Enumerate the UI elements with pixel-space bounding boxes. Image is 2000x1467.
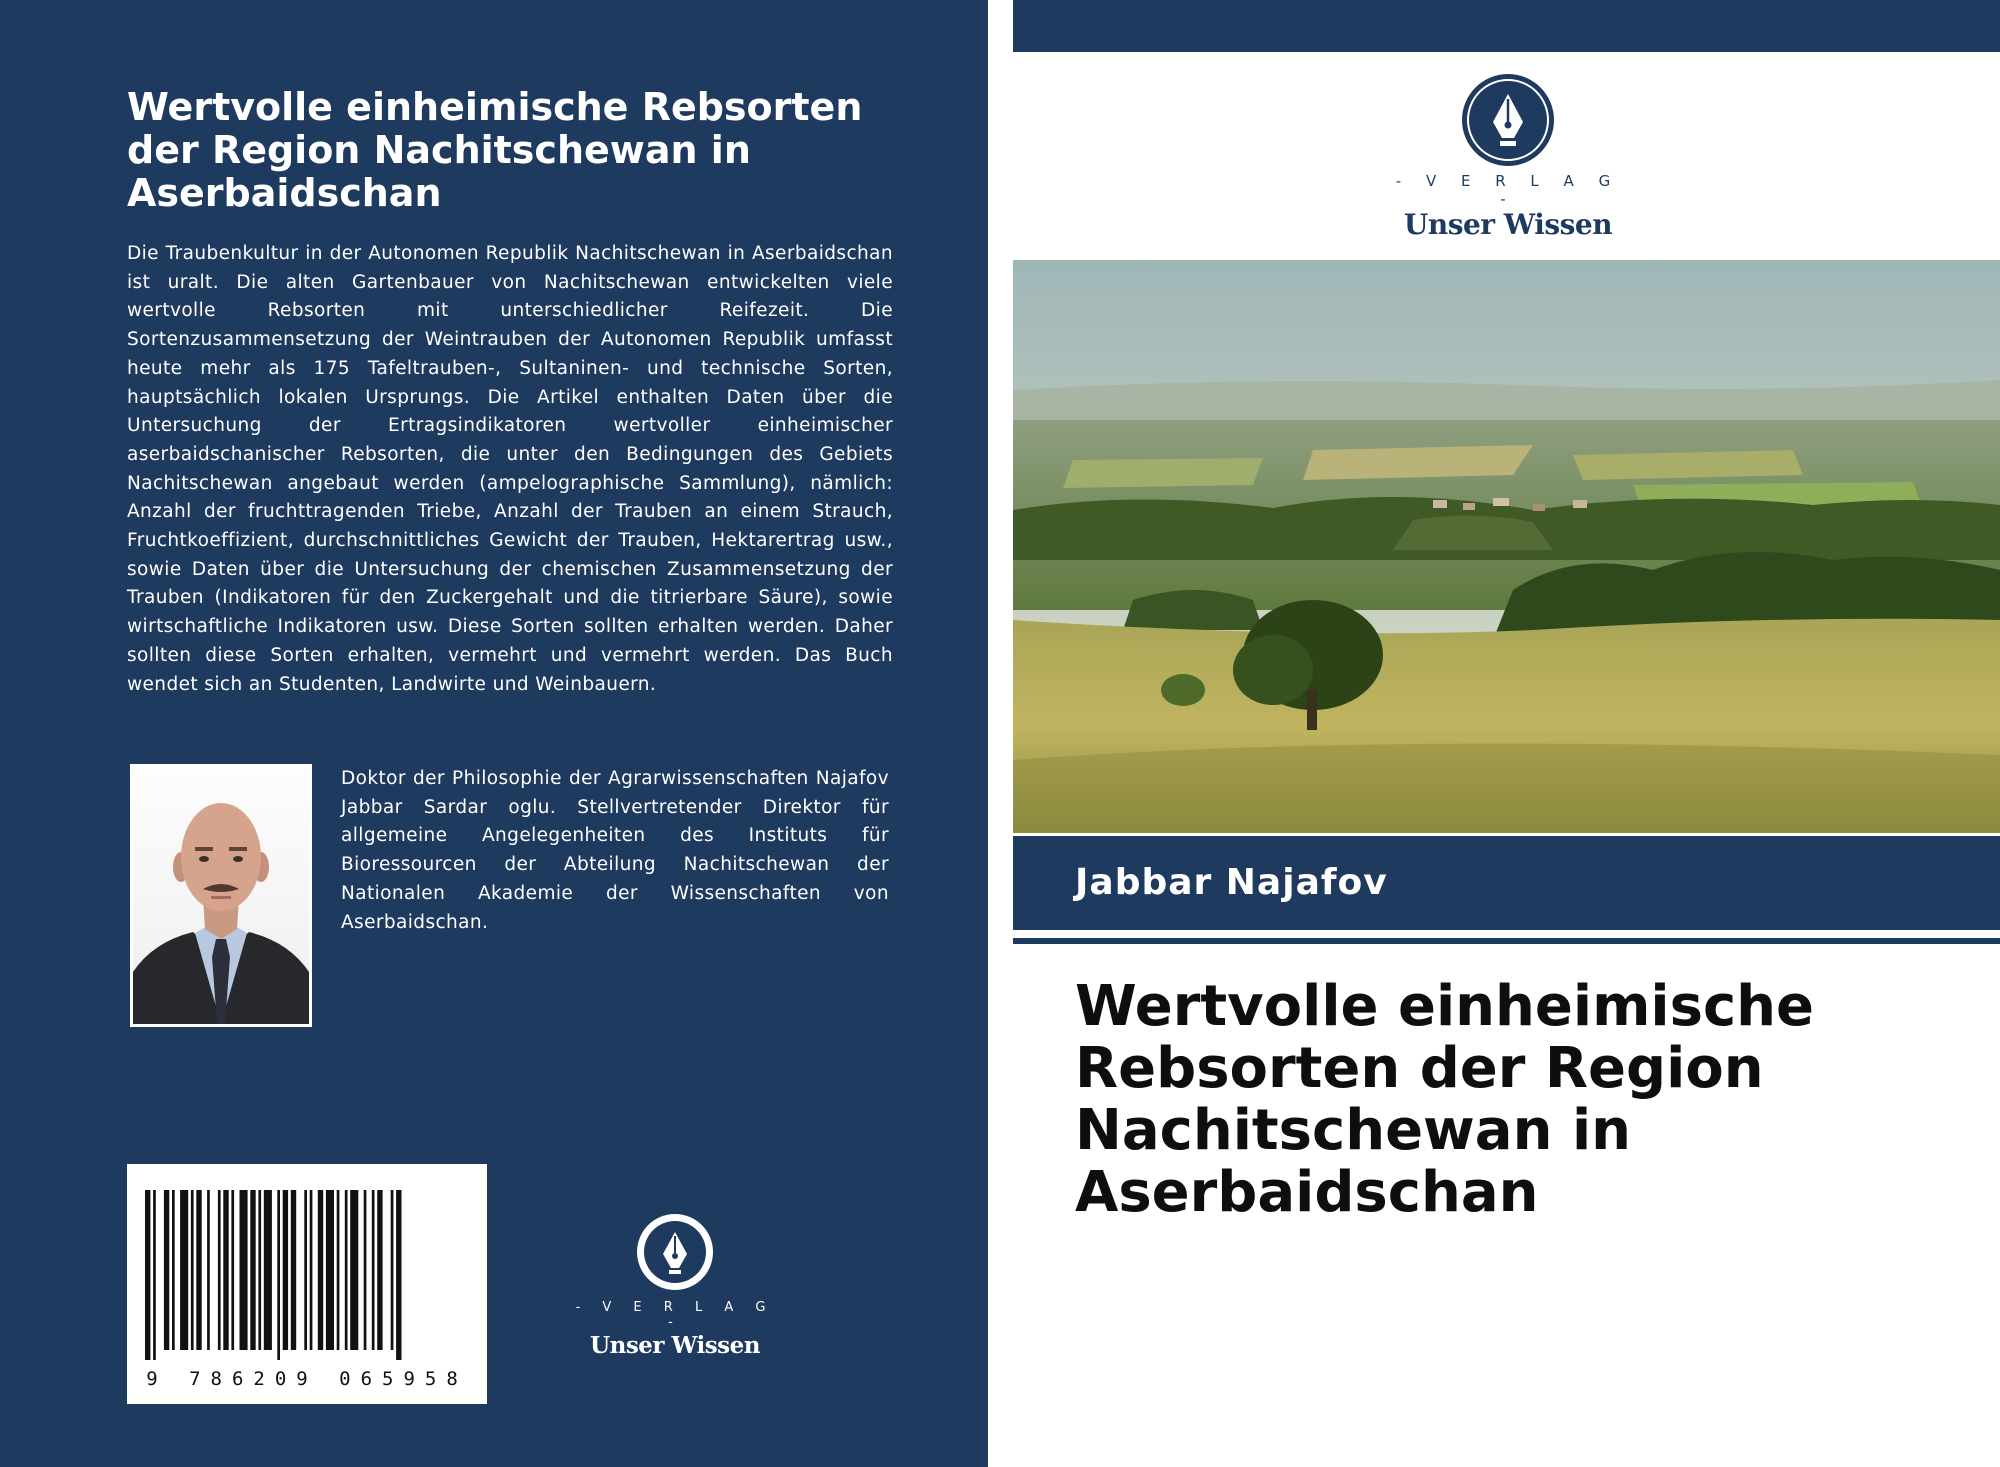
publisher-brand: Unser Wissen: [1403, 208, 1613, 241]
publisher-brand: Unser Wissen: [590, 1332, 760, 1359]
publisher-verlag-label: - V E R L A G -: [1395, 172, 1621, 208]
back-cover: [0, 0, 988, 1467]
publisher-verlag-label: - V E R L A G -: [575, 1300, 775, 1330]
author-bio: Doktor der Philosophie der Agrarwissenschaften Najafov Jabbar Sardar oglu. Stellvertretender Direktor für allgemeine Angelegenheiten des Instituts für Bioressourcen der Abteilung Nachitschewan der Nationalen Akademie der Wissenschaften von Aserbaidschan.: [341, 768, 889, 933]
barcode-bars: [145, 1190, 469, 1360]
author-name: Jabbar Najafov: [1075, 862, 1388, 903]
divider: [1013, 938, 2000, 944]
front-cover: [1013, 0, 2000, 1467]
cover-landscape-photo: [1013, 260, 2000, 833]
front-publisher-logo: [1393, 72, 1623, 241]
isbn-number: 9 786209 065958: [146, 1368, 468, 1390]
author-portrait: [130, 764, 312, 1027]
back-cover-title: Wertvolle einheimische Rebsorten der Region Nachitschewan in Aserbaidschan: [127, 85, 863, 215]
front-cover-title: Wertvolle einheimische Rebsorten der Region Nachitschewan in Aserbaidschan: [1075, 974, 1814, 1225]
back-publisher-logo: [570, 1212, 780, 1359]
front-top-bar: [1013, 0, 2000, 52]
author-band: [1013, 836, 2000, 930]
book-spine: [988, 0, 1013, 1467]
publisher-emblem-icon: [635, 1212, 715, 1292]
book-description: Die Traubenkultur in der Autonomen Republik Nachitschewan in Aserbaidschan ist uralt. Die alten Gartenbauer von Nachitschewan entwickelten viele wertvolle Rebsorten mit unterschiedlicher Reifezeit. Die Sortenzusammensetzung der Weintrauben der Autonomen Republik umfasst heute mehr als 175 Tafeltrauben-, Sultaninen- und technische Sorten, hauptsächlich lokalen Ursprungs. Die Artikel enthalten Daten über die Untersuchung der Ertragsindikatoren wertvoller einheimischer aserbaidschanischer Rebsorten, die unter den Bedingungen des Gebiets Nachitschewan angebaut werden (ampelographische Sammlung), nämlich: Anzahl der fruchttragenden Triebe, Anzahl der Trauben an einem Strauch, Fruchtkoeffizient, durchschnittliches Gewicht der Trauben, Hektarertrag usw., sowie Daten über die Untersuchung der chemischen Zusammensetzung der Trauben (Indikatoren für den Zuckergehalt und die titrierbare Säure), sowie wirtschaftliche Indikatoren usw. Diese Sorten sollten erhalten werden. Daher sollten diese Sorten erhalten, vermehrt und vermehrt werden. Das Buch wendet sich an Studenten, Landwirte und Weinbauern.: [127, 243, 893, 695]
publisher-emblem-icon: [1460, 72, 1556, 168]
isbn-barcode: [127, 1164, 487, 1404]
